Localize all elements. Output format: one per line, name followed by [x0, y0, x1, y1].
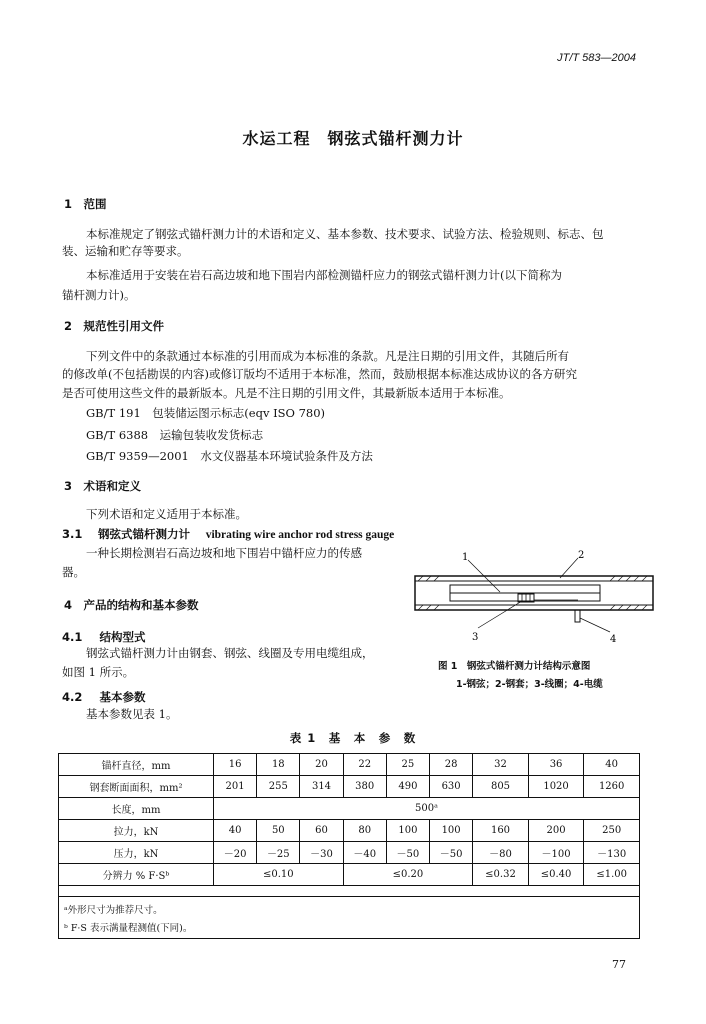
subsection-4-1-para-b: 如图 1 所示。 [62, 665, 135, 679]
table-row [59, 754, 640, 776]
table-cell: 490 [386, 776, 429, 798]
table-cell: 20 [300, 754, 343, 776]
section-2-para-b: 的修改单(不包括勘误的内容)或修订版均不适用于本标准，然而，鼓励根据本标准达成协议的各方研究 [62, 367, 577, 381]
table-cell: 32 [473, 754, 529, 776]
table-cell: 250 [584, 820, 640, 842]
table-cell: 36 [528, 754, 584, 776]
table-cell: 22 [343, 754, 386, 776]
table-cell: 1260 [584, 776, 640, 798]
row-label: 分辨力 % F·Sᵇ [59, 864, 214, 886]
term-heading [62, 526, 394, 542]
reference-item: GB/T 191 包装储运图示标志(eqv ISO 780) [86, 406, 326, 420]
figure-label: 1 [462, 552, 469, 563]
table-cell: 16 [214, 754, 257, 776]
table-cell: －50 [430, 842, 473, 864]
table-cell: ≤0.10 [214, 864, 344, 886]
table-cell: 28 [430, 754, 473, 776]
section-3-para: 下列术语和定义适用于本标准。 [86, 507, 247, 521]
subsection-4-2-heading [62, 686, 145, 705]
table-cell: 314 [300, 776, 343, 798]
subsection-4-1-para-a: 钢弦式锚杆测力计由钢套、钢弦、线圈及专用电缆组成， [86, 646, 374, 660]
section-2-para-a: 下列文件中的条款通过本标准的引用而成为本标准的条款。凡是注日期的引用文件，其随后所有 [86, 349, 569, 363]
table-cell: ≤0.40 [528, 864, 584, 886]
table-cell: 1020 [528, 776, 584, 798]
table-cell: 40 [584, 754, 640, 776]
term-definition-b: 器。 [62, 565, 85, 579]
reference-item: GB/T 6388 运输包装收发货标志 [86, 428, 264, 442]
table-note: ᵃ外形尺寸为推荐尺寸。 [64, 905, 163, 916]
table-cell: 50 [257, 820, 300, 842]
table-cell: －80 [473, 842, 529, 864]
table-caption: 表 1 基 本 参 数 [289, 731, 417, 745]
table-cell: 160 [473, 820, 529, 842]
term-definition-a: 一种长期检测岩石高边坡和地下围岩中锚杆应力的传感 [86, 546, 362, 560]
section-2-heading: 2 规范性引用文件 [64, 319, 165, 333]
table-cell: －20 [214, 842, 257, 864]
row-label: 压力，kN [59, 842, 214, 864]
row-label: 钢套断面面积，mm² [59, 776, 214, 798]
subsection-4-2-para: 基本参数见表 1。 [86, 707, 178, 721]
page-title: 水运工程 钢弦式锚杆测力计 [242, 129, 464, 148]
table-cell: 380 [343, 776, 386, 798]
table-cell: ≤0.20 [343, 864, 473, 886]
table-cell: 25 [386, 754, 429, 776]
table-cell: 100 [430, 820, 473, 842]
table-cell: －25 [257, 842, 300, 864]
basic-parameters-table [58, 753, 640, 886]
table-notes-divider [58, 896, 640, 897]
table-cell: ≤0.32 [473, 864, 529, 886]
figure-legend: 1-钢弦；2-钢套；3-线圈；4-电缆 [456, 679, 603, 690]
table-cell: －40 [343, 842, 386, 864]
figure-label: 4 [610, 634, 617, 645]
figure-label: 2 [578, 550, 585, 561]
term-english: vibrating wire anchor rod stress gauge [205, 529, 395, 541]
row-label: 长度，mm [59, 798, 214, 820]
table-cell: 630 [430, 776, 473, 798]
table-cell: －130 [584, 842, 640, 864]
subsection-4-1-heading [62, 626, 145, 645]
table-row [59, 798, 640, 820]
table-cell: 18 [257, 754, 300, 776]
section-1-para-1a: 本标准规定了钢弦式锚杆测力计的术语和定义、基本参数、技术要求、试验方法、检验规则、标志、包 [86, 227, 604, 241]
section-1-para-1b: 装、运输和贮存等要求。 [62, 244, 189, 258]
table-cell: －100 [528, 842, 584, 864]
subsection-title: 结构型式 [99, 630, 146, 644]
term-chinese: 钢弦式锚杆测力计 [98, 527, 191, 541]
term-number: 3.1 [62, 527, 83, 541]
table-cell: 100 [386, 820, 429, 842]
table-row [59, 820, 640, 842]
anchor-gauge-diagram [410, 548, 660, 648]
table-row [59, 776, 640, 798]
section-3-heading: 3 术语和定义 [64, 479, 142, 493]
reference-item: GB/T 9359—2001 水文仪器基本环境试验条件及方法 [86, 449, 373, 463]
subsection-title: 基本参数 [99, 690, 146, 704]
table-cell: ≤1.00 [584, 864, 640, 886]
table-cell: －30 [300, 842, 343, 864]
section-1-heading: 1 范围 [64, 197, 107, 211]
table-cell: 805 [473, 776, 529, 798]
table-cell: 80 [343, 820, 386, 842]
subsection-number: 4.1 [62, 630, 83, 644]
section-1-para-2b: 锚杆测力计)。 [62, 288, 136, 302]
table-note: ᵇ F·S 表示满量程测值(下同)。 [64, 923, 193, 934]
table-cell: －50 [386, 842, 429, 864]
figure-caption: 图 1 钢弦式锚杆测力计结构示意图 [438, 661, 591, 672]
standard-number: JT/T 583—2004 [557, 52, 636, 64]
section-1-para-2a: 本标准适用于安装在岩石高边坡和地下围岩内部检测锚杆应力的钢弦式锚杆测力计(以下简称为 [86, 268, 562, 282]
figure-label: 3 [472, 632, 479, 643]
subsection-number: 4.2 [62, 690, 83, 704]
table-cell: 200 [528, 820, 584, 842]
table-row [59, 864, 640, 886]
table-cell: 500ᵃ [214, 798, 640, 820]
section-4-heading: 4 产品的结构和基本参数 [64, 598, 199, 612]
table-cell: 201 [214, 776, 257, 798]
table-row [59, 842, 640, 864]
table-cell: 40 [214, 820, 257, 842]
row-label: 拉力，kN [59, 820, 214, 842]
table-cell: 60 [300, 820, 343, 842]
table-cell: 255 [257, 776, 300, 798]
row-label: 锚杆直径，mm [59, 754, 214, 776]
page-number: 77 [612, 958, 626, 971]
section-2-para-c: 是否可使用这些文件的最新版本。凡是不注日期的引用文件，其最新版本适用于本标准。 [62, 386, 511, 400]
